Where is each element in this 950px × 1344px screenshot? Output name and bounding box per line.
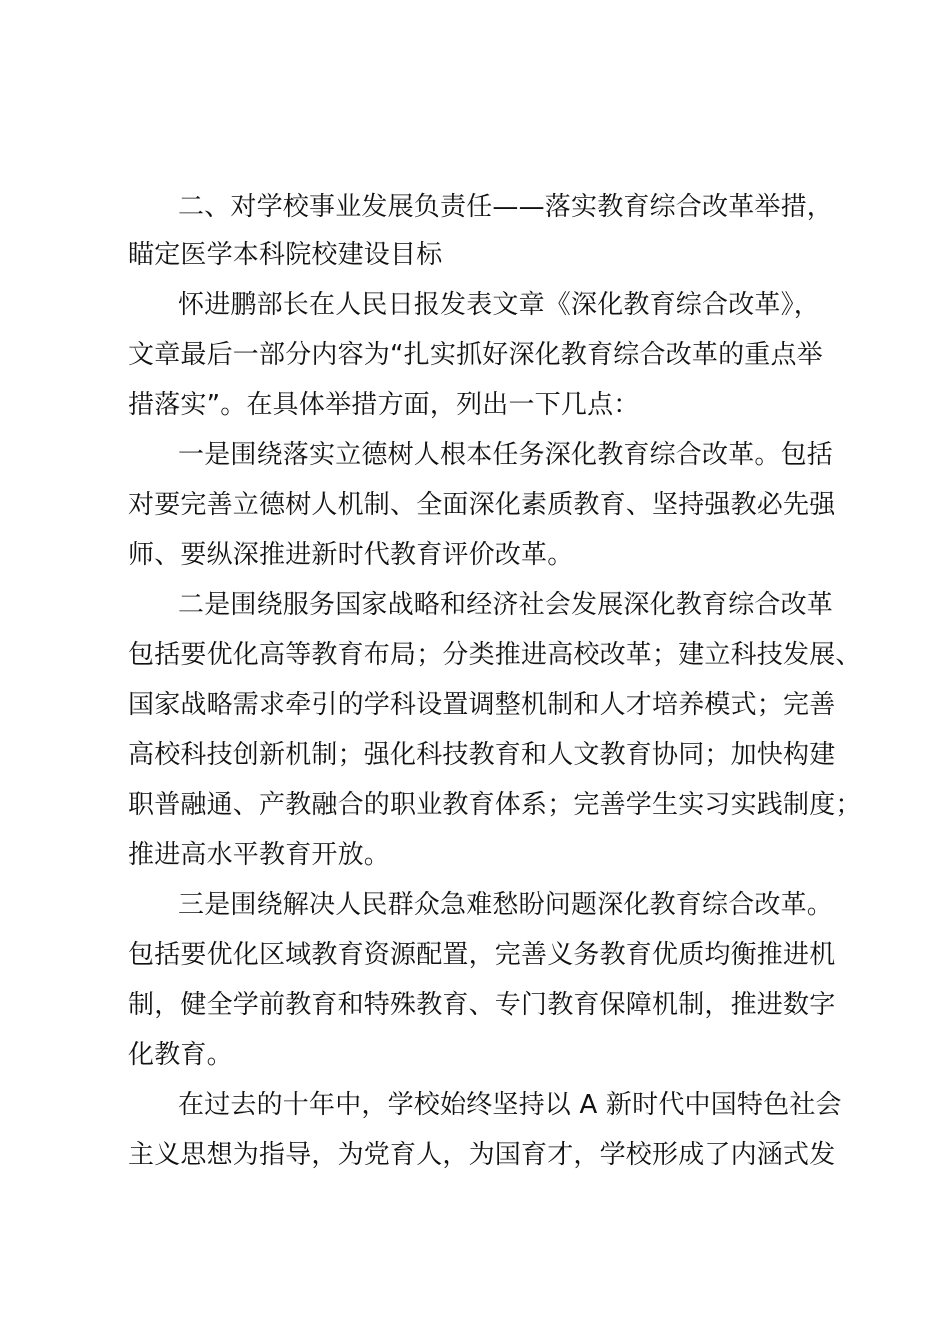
paragraph-4-line-4: 化教育。 (128, 1040, 233, 1070)
paragraph-2-line-1: 一是围绕落实立德树人根本任务深化教育综合改革。包括 (178, 440, 834, 470)
paragraph-2-line-3: 师、要纵深推进新时代教育评价改革。 (128, 540, 574, 570)
paragraph-2-line-2: 对要完善立德树人机制、全面深化素质教育、坚持强教必先强 (128, 490, 836, 520)
paragraph-4-line-2: 包括要优化区域教育资源配置，完善义务教育优质均衡推进机 (128, 940, 836, 970)
paragraph-3-line-2: 包括要优化高等教育布局；分类推进高校改革；建立科技发展、 (128, 640, 862, 670)
paragraph-4-line-1: 三是围绕解决人民群众急难愁盼问题深化教育综合改革。 (178, 890, 834, 920)
paragraph-1-line-1: 怀进鹏部长在人民日报发表文章《深化教育综合改革》， (178, 290, 821, 320)
paragraph-1-line-2: 文章最后一部分内容为“扎实抓好深化教育综合改革的重点举 (128, 340, 823, 370)
section-heading-line-1: 二、对学校事业发展负责任——落实教育综合改革举措， (178, 192, 834, 222)
paragraph-5-line-1: 在过去的十年中，学校始终坚持以 A 新时代中国特色社会 (178, 1090, 842, 1120)
paragraph-1-line-3: 措落实”。在具体举措方面，列出一下几点： (128, 390, 640, 420)
section-heading-line-2: 瞄定医学本科院校建设目标 (128, 240, 443, 270)
paragraph-3-line-3: 国家战略需求牵引的学科设置调整机制和人才培养模式；完善 (128, 690, 836, 720)
paragraph-5-line-2: 主义思想为指导，为党育人，为国育才，学校形成了内涵式发 (128, 1140, 836, 1170)
paragraph-4-line-3: 制，健全学前教育和特殊教育、专门教育保障机制，推进数字 (128, 990, 836, 1020)
paragraph-3-line-1: 二是围绕服务国家战略和经济社会发展深化教育综合改革 (178, 590, 834, 620)
paragraph-3-line-6: 推进高水平教育开放。 (128, 840, 391, 870)
paragraph-3-line-5: 职普融通、产教融合的职业教育体系；完善学生实习实践制度； (128, 790, 862, 820)
paragraph-3-line-4: 高校科技创新机制；强化科技教育和人文教育协同；加快构建 (128, 740, 836, 770)
